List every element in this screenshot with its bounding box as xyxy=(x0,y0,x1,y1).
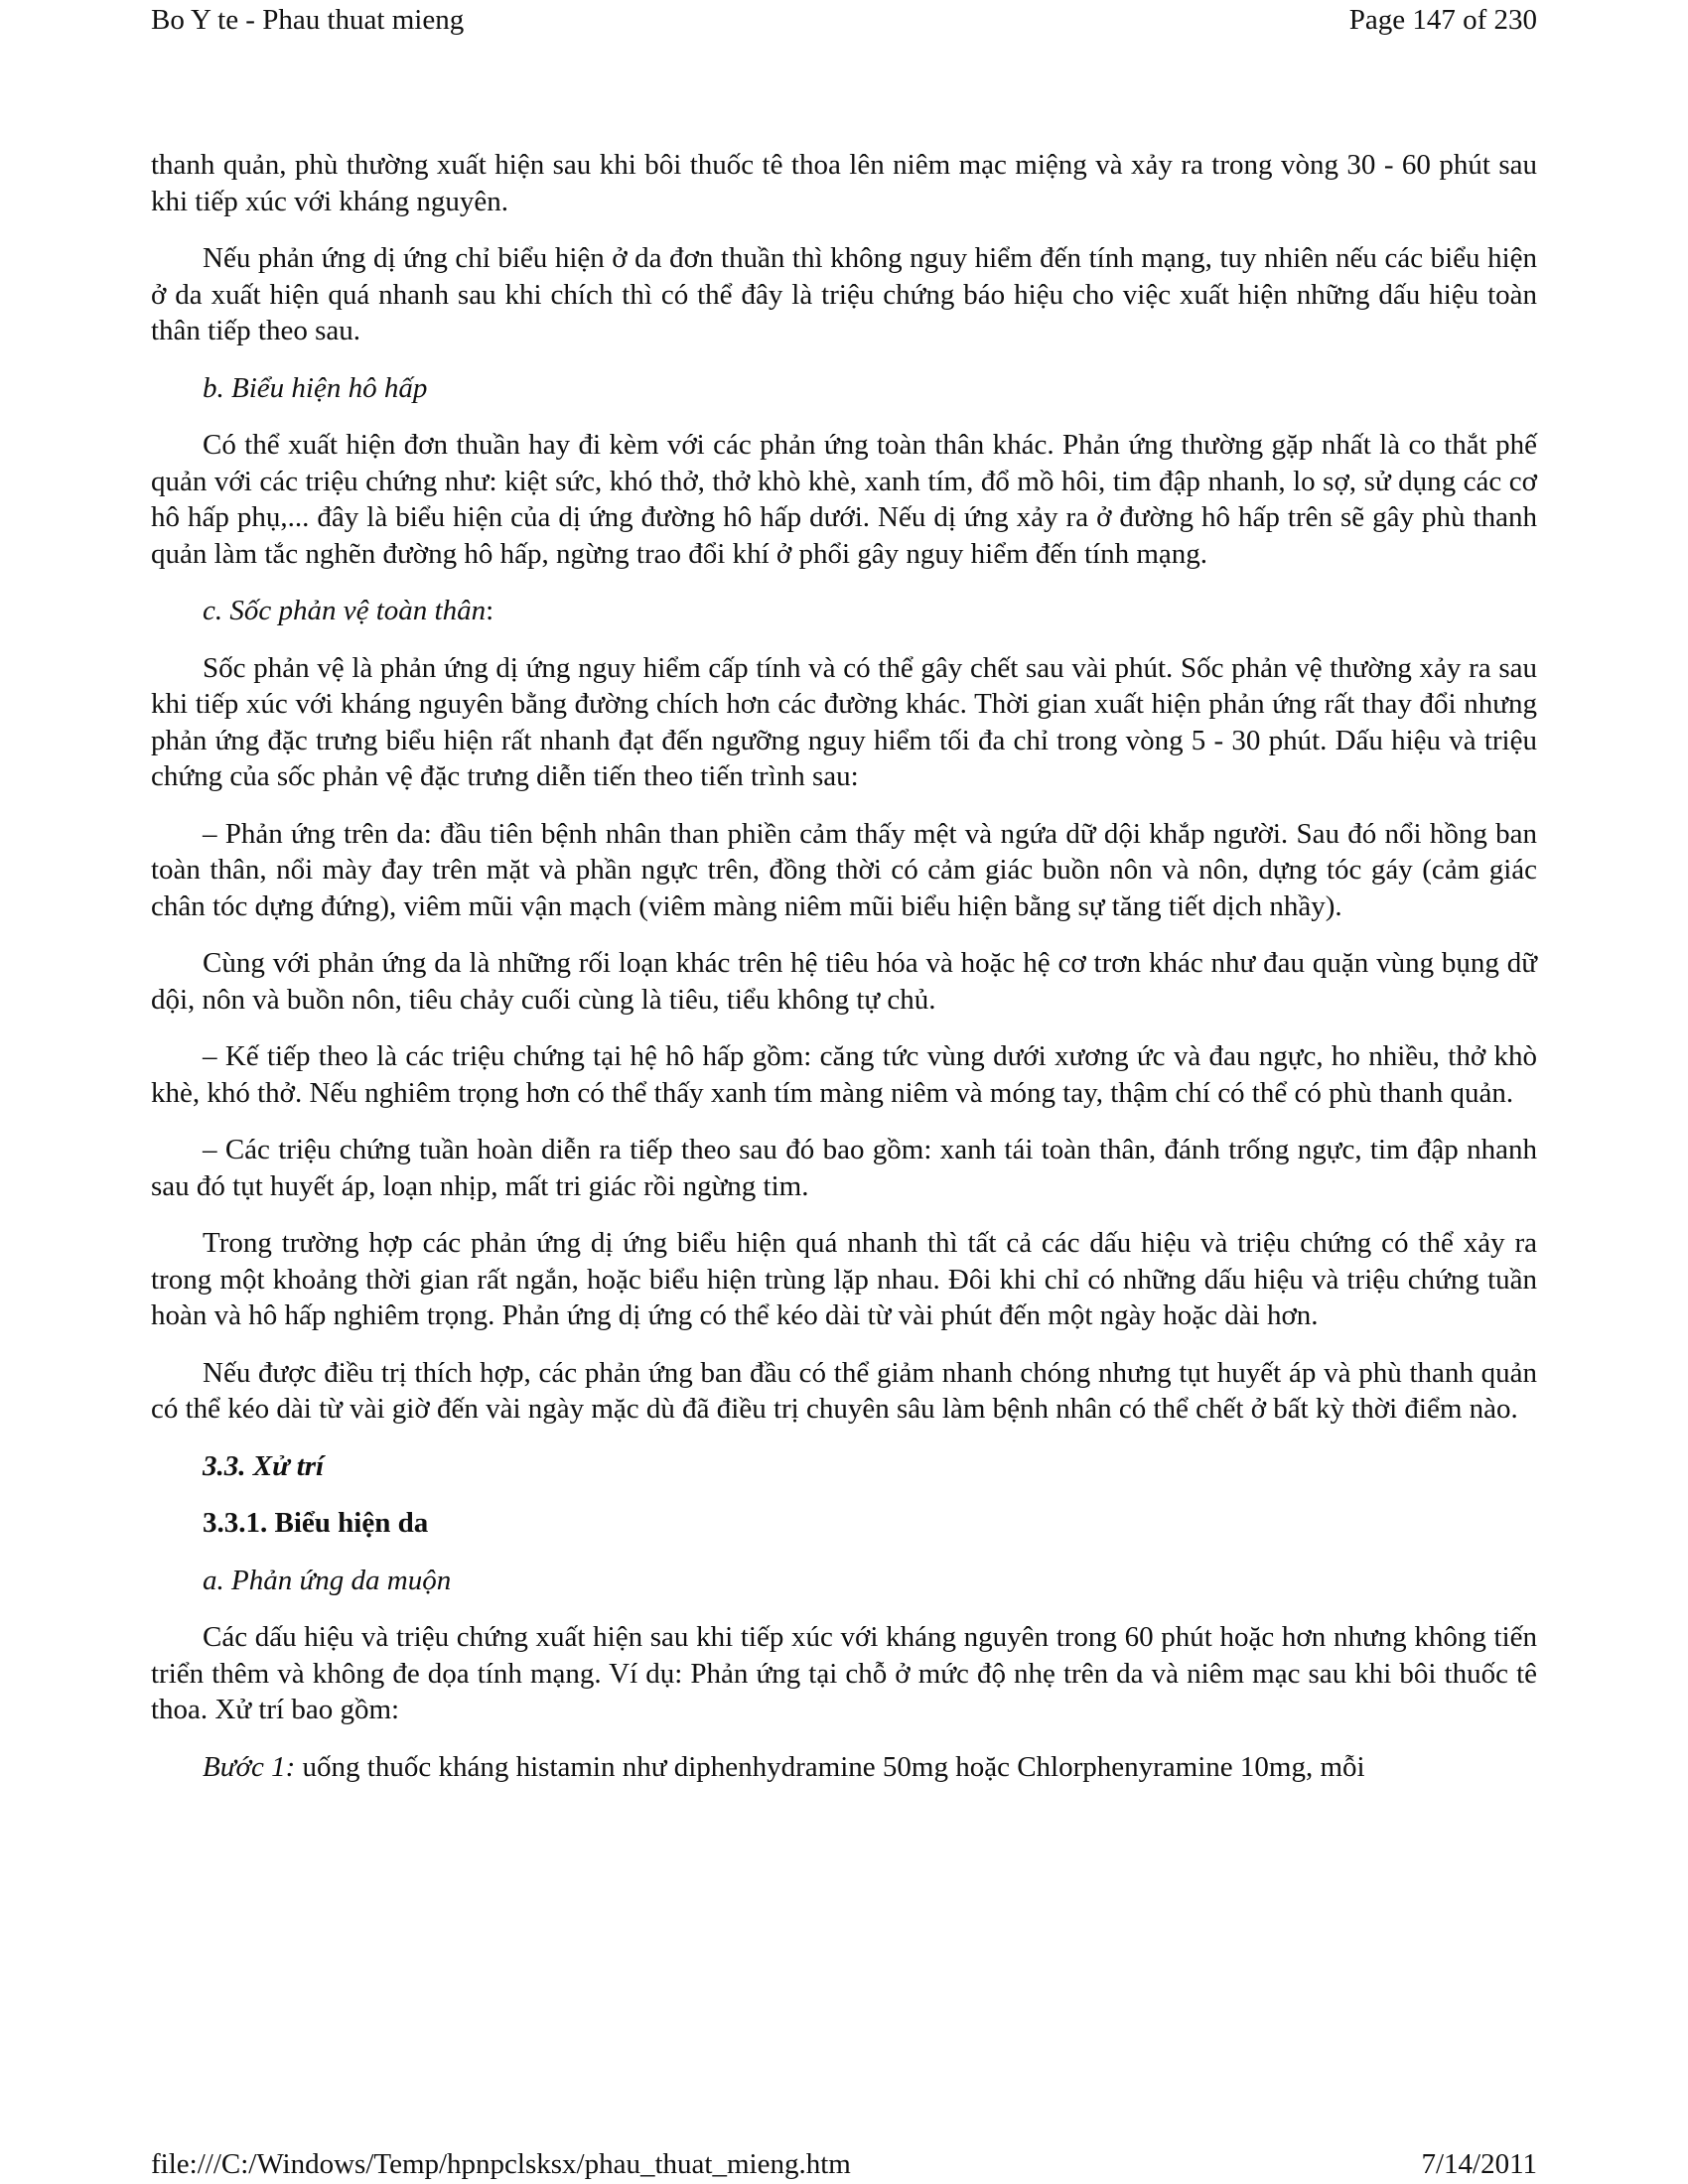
paragraph: – Các triệu chứng tuần hoàn diễn ra tiếp theo sau đó bao gồm: xanh tái toàn thân, đánh trống ngực, tim đập nhanh sau đó tụt huyết áp, loạn nhịp, mất tri giác rồi ngừng tim. xyxy=(151,1134,1537,1202)
paragraph: Cùng với phản ứng da là những rối loạn khác trên hệ tiêu hóa và hoặc hệ cơ trơn khác như đau quặn vùng bụng dữ dội, nôn và buồn nôn, tiêu chảy cuối cùng là tiêu, tiểu không tự chủ. xyxy=(151,947,1537,1016)
file-path: file:///C:/Windows/Temp/hpnpclsksx/phau_thuat_mieng.htm xyxy=(151,2147,851,2180)
section-heading: 3.3. Xử trí xyxy=(203,1449,325,1482)
print-date: 7/14/2011 xyxy=(1421,2147,1537,2180)
paragraph: Nếu phản ứng dị ứng chỉ biểu hiện ở da đơn thuần thì không nguy hiểm đến tính mạng, tuy nhiên nếu các biểu hiện ở da xuất hiện quá nhanh sau khi chích thì có thể đây là triệu chứng báo hiệu cho việc xuất hiện những dấu hiệu toàn thân tiếp theo sau. xyxy=(151,242,1537,346)
page-number: Page 147 of 230 xyxy=(1348,3,1537,36)
subheading-anaphylaxis xyxy=(151,593,1537,629)
paragraph: thanh quản, phù thường xuất hiện sau khi bôi thuốc tê thoa lên niêm mạc miệng và xảy ra trong vòng 30 - 60 phút sau khi tiếp xúc với kháng nguyên. xyxy=(151,149,1537,217)
page-header xyxy=(151,0,1537,40)
paragraph: Trong trường hợp các phản ứng dị ứng biểu hiện quá nhanh thì tất cả các dấu hiệu và triệu chứng có thể xảy ra trong một khoảng thời gian rất ngắn, hoặc biểu hiện trùng lặp nhau. Đôi khi chỉ có những dấu hiệu và triệu chứng tuần hoàn và hô hấp nghiêm trọng. Phản ứng dị ứng có thể kéo dài từ vài phút đến một ngày hoặc dài hơn. xyxy=(151,1227,1537,1331)
step-text: uống thuốc kháng histamin như diphenhydramine 50mg hoặc Chlorphenyramine 10mg, mỗi xyxy=(295,1750,1365,1783)
paragraph: Sốc phản vệ là phản ứng dị ứng nguy hiểm cấp tính và có thể gây chết sau vài phút. Sốc phản vệ thường xảy ra sau khi tiếp xúc với kháng nguyên bằng đường chích hơn các đường khác. Thời gian xuất hiện phản ứng rất thay đổi nhưng phản ứng đặc trưng biểu hiện rất nhanh đạt đến ngưỡng nguy hiểm tối đa chỉ trong vòng 5 - 30 phút. Dấu hiệu và triệu chứng của sốc phản vệ đặc trưng diễn tiến theo tiến trình sau: xyxy=(151,651,1537,792)
document-body xyxy=(151,147,1537,1806)
step-label: Bước 1: xyxy=(203,1750,296,1783)
subheading-respiratory: b. Biểu hiện hô hấp xyxy=(203,371,428,404)
subheading-late-skin-reaction: a. Phản ứng da muộn xyxy=(203,1564,452,1596)
paragraph-step-1 xyxy=(151,1749,1537,1786)
paragraph: Có thể xuất hiện đơn thuần hay đi kèm với các phản ứng toàn thân khác. Phản ứng thường gặp nhất là co thắt phế quản với các triệu chứng như: kiệt sức, khó thở, thở khò khè, xanh tím, đổ mồ hôi, tim đập nhanh, lo sợ, sử dụng các cơ hô hấp phụ,... đây là biểu hiện của dị ứng đường hô hấp dưới. Nếu dị ứng xảy ra ở đường hô hấp trên sẽ gây phù thanh quản làm tắc nghẽn đường hô hấp, ngừng trao đổi khí ở phổi gây nguy hiểm đến tính mạng. xyxy=(151,429,1537,570)
paragraph: – Kế tiếp theo là các triệu chứng tại hệ hô hấp gồm: căng tức vùng dưới xương ức và đau ngực, ho nhiều, thở khò khè, khó thở. Nếu nghiêm trọng hơn có thể thấy xanh tím màng niêm và móng tay, thậm chí có thể có phù thanh quản. xyxy=(151,1040,1537,1109)
subsection-heading: 3.3.1. Biểu hiện da xyxy=(203,1507,429,1539)
subheading-colon: : xyxy=(486,595,494,626)
paragraph: Nếu được điều trị thích hợp, các phản ứng ban đầu có thể giảm nhanh chóng nhưng tụt huyết áp và phù thanh quản có thể kéo dài từ vài giờ đến vài ngày mặc dù đã điều trị chuyên sâu làm bệnh nhân có thể chết ở bất kỳ thời điểm nào. xyxy=(151,1356,1537,1425)
paragraph: Các dấu hiệu và triệu chứng xuất hiện sau khi tiếp xúc với kháng nguyên trong 60 phút hoặc hơn nhưng không tiến triển thêm và không đe dọa tính mạng. Ví dụ: Phản ứng tại chỗ ở mức độ nhẹ trên da và niêm mạc sau khi bôi thuốc tê thoa. Xử trí bao gồm: xyxy=(151,1621,1537,1725)
page-footer xyxy=(151,2144,1537,2184)
document-title: Bo Y te - Phau thuat mieng xyxy=(151,3,465,36)
paragraph: – Phản ứng trên da: đầu tiên bệnh nhân than phiền cảm thấy mệt và ngứa dữ dội khắp người. Sau đó nổi hồng ban toàn thân, nổi mày đay trên mặt và phần ngực trên, đồng thời có cảm giác buồn nôn và nôn, dựng tóc gáy (cảm giác chân tóc dựng đứng), viêm mũi vận mạch (viêm màng niêm mũi biểu hiện bằng sự tăng tiết dịch nhầy). xyxy=(151,817,1537,922)
subheading-anaphylaxis-text: c. Sốc phản vệ toàn thân xyxy=(203,595,487,626)
